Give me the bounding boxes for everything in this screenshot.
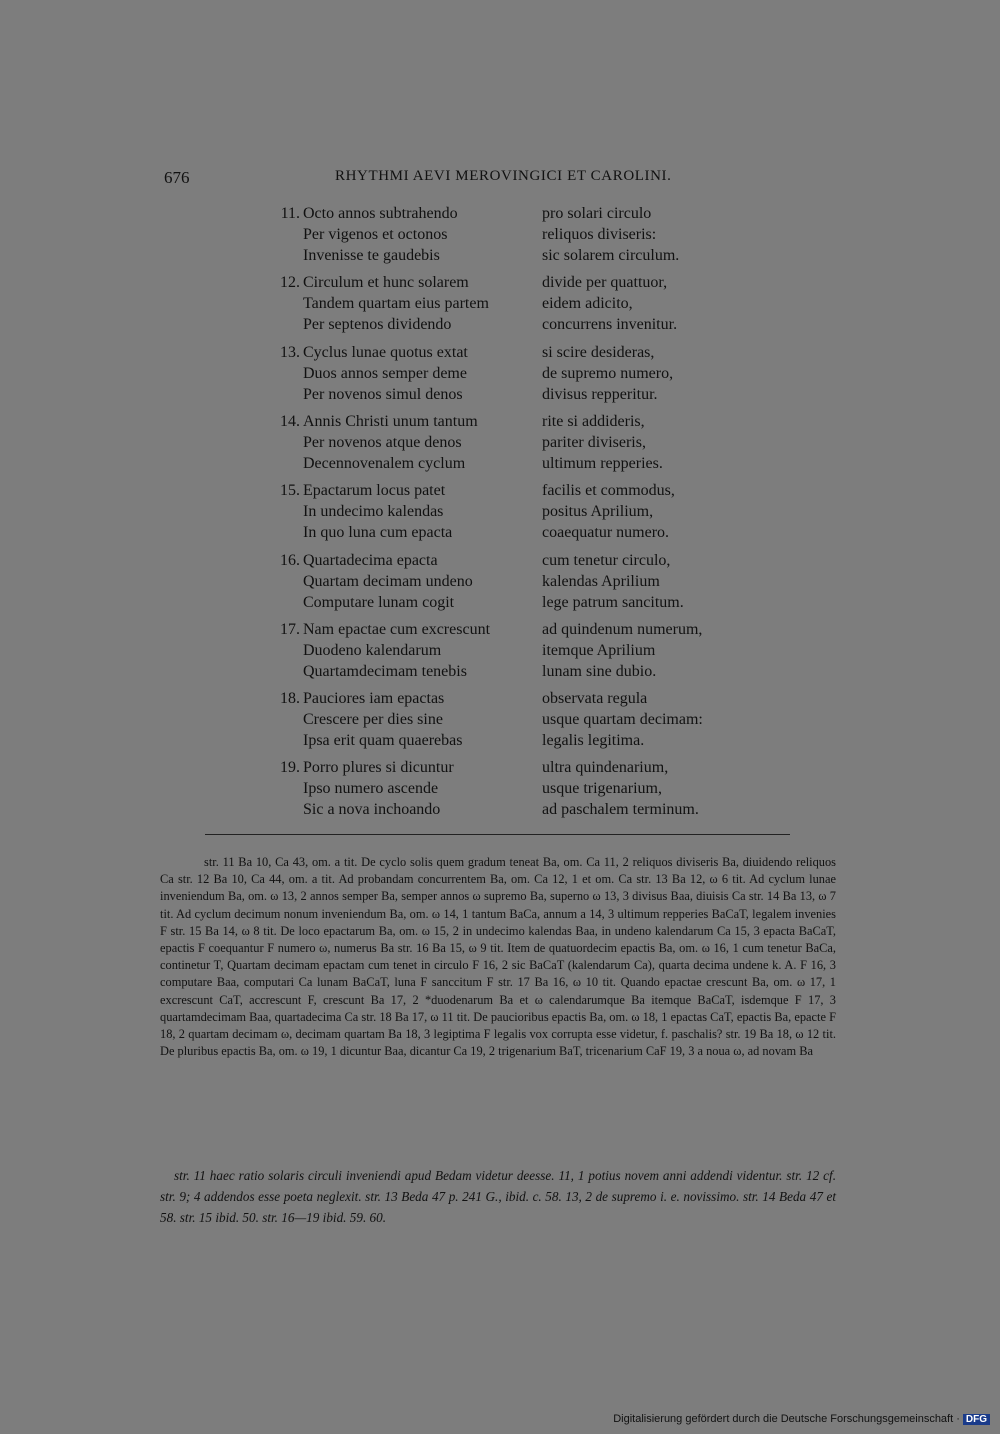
footnote-rule (205, 834, 790, 835)
verse-second-half: pro solari circulo (542, 205, 652, 222)
verse-second-half: divisus repperitur. (542, 386, 658, 403)
stanza (268, 619, 788, 682)
verse-line (268, 778, 788, 799)
stanza (268, 688, 788, 751)
verse-first-half: Pauciores iam epactas (303, 690, 445, 707)
verse-first-half: Cyclus lunae quotus extat (303, 344, 468, 361)
stanza-number: 18. (280, 690, 300, 707)
verse-second-half: sic solarem circulum. (542, 247, 680, 264)
stanza-number: 11. (280, 205, 300, 222)
verse-line (268, 432, 788, 453)
verse-first-half: Quartamdecimam tenebis (303, 663, 467, 680)
verse-first-half: In undecimo kalendas (303, 503, 444, 520)
verse-second-half: concurrens invenitur. (542, 316, 678, 333)
verse-first-half: Tandem quartam eius partem (303, 295, 489, 312)
verse-line (268, 384, 788, 405)
verse-line (268, 661, 788, 682)
verse-second-half: cum tenetur circulo, (542, 552, 671, 569)
verse-first-half: Annis Christi unum tantum (303, 413, 478, 430)
verse-line (268, 730, 788, 751)
stanza (268, 757, 788, 820)
verse-line (268, 363, 788, 384)
verse-line (268, 688, 788, 709)
commentary-notes: str. 11 haec ratio solaris circuli inveniendi apud Bedam videtur deesse. 11, 1 potius novem anni addendi videntur. str. 12 cf. str. 9; 4 addendos esse poeta neglexit. str. 13 Beda 47 p. 241 G., ibid. c. 58. 13, 2 de supremo i. e. novissimo. str. 14 Beda 47 et 58. str. 15 ibid. 50. str. 16—19 ibid. 59. 60. (160, 1168, 836, 1225)
verse-first-half: Epactarum locus patet (303, 482, 446, 499)
verse-second-half: de supremo numero, (542, 365, 674, 382)
stanza-number: 13. (280, 344, 300, 361)
verse-second-half: positus Aprilium, (542, 503, 654, 520)
verse-first-half: Duos annos semper deme (303, 365, 467, 382)
stanza-number: 16. (280, 552, 300, 569)
stanza (268, 411, 788, 474)
verse-first-half: Circulum et hunc solarem (303, 274, 469, 291)
verse-second-half: legalis legitima. (542, 732, 645, 749)
verse-first-half: Ipso numero ascende (303, 780, 439, 797)
stanza (268, 480, 788, 543)
stanza-number: 19. (280, 759, 300, 776)
stanza (268, 203, 788, 266)
verse-first-half: Decennovenalem cyclum (303, 455, 466, 472)
verse-second-half: facilis et commodus, (542, 482, 675, 499)
verse-line (268, 501, 788, 522)
stanza-number: 12. (280, 274, 300, 291)
verse-first-half: Ipsa erit quam quaerebas (303, 732, 463, 749)
stanza-number: 15. (280, 482, 300, 499)
verse-first-half: Quartam decimam undeno (303, 573, 473, 590)
verse-line (268, 619, 788, 640)
verse-line (268, 342, 788, 363)
credit-text: Digitalisierung gefördert durch die Deutsche Forschungsgemeinschaft · (613, 1413, 960, 1425)
verse-second-half: ultra quindenarium, (542, 759, 669, 776)
verse-first-half: In quo luna cum epacta (303, 524, 453, 541)
verse-first-half: Crescere per dies sine (303, 711, 443, 728)
verse-second-half: lunam sine dubio. (542, 663, 657, 680)
verse-line (268, 757, 788, 778)
verse-second-half: ad quindenum numerum, (542, 621, 703, 638)
verse-line (268, 411, 788, 432)
verse-second-half: itemque Aprilium (542, 642, 656, 659)
verse-second-half: divide per quattuor, (542, 274, 668, 291)
verse-line (268, 480, 788, 501)
verse-first-half: Octo annos subtrahendo (303, 205, 458, 222)
verse-line (268, 203, 788, 224)
verse-second-half: si scire desideras, (542, 344, 655, 361)
verse-line (268, 293, 788, 314)
page-number: 676 (164, 168, 190, 187)
verse-line (268, 522, 788, 543)
verse-line (268, 245, 788, 266)
verse-first-half: Per vigenos et octonos (303, 226, 448, 243)
dfg-logo: DFG (963, 1414, 990, 1425)
verse-first-half: Per novenos atque denos (303, 434, 462, 451)
verse-first-half: Invenisse te gaudebis (303, 247, 440, 264)
verse-first-half: Per novenos simul denos (303, 386, 463, 403)
stanza (268, 550, 788, 613)
digitization-credit (613, 1413, 990, 1425)
verse-line (268, 799, 788, 820)
verse-second-half: kalendas Aprilium (542, 573, 660, 590)
verse-line (268, 224, 788, 245)
verse-second-half: pariter diviseris, (542, 434, 646, 451)
verse-line (268, 314, 788, 335)
critical-apparatus: str. 11 Ba 10, Ca 43, om. a tit. De cyclo solis quem gradum teneat Ba, om. Ca 11, 2 reliquos diviseris Ba, diuidendo reliquos Ca str. 12 Ba 10, Ca 44, om. a tit. Ad probandam concurrentem Ba, om. Ca 12, 1 et om. Ca str. 13 Ba 12, ω 6 tit. Ad cyclum lunae inveniendum Ba, om. ω 13, 2 annos semper Ba, semper annos ω supremo Ba, superno ω 13, 3 divisus Baa, diuisis Ca str. 14 Ba 13, ω 7 tit. Ad cyclum decimum nonum inveniendum Ba, om. ω 14, 1 tantum BaCa, annum a 14, 3 ultimum repperies BaCaT, legalem invenies F str. 15 Ba 14, ω 8 tit. De loco epactarum Ba, om. ω 15, 2 in undecimo kalendas Baa, in undeno kalendarum Ca 15, 3 epacta BaCaT, epactis F coequantur F numero ω, numerus Ba str. 16 Ba 15, ω 9 tit. Item de quatuordecim epactis Ba, om. ω 16, 1 cum tenetur BaCa, continetur T, Quartam decimam epactam cum tenet in circulo F 16, 2 sic BaCaT (kalendarum Ca), quarta decima undene k. A. F 16, 3 computare Baa, computari Ca lunam BaCaT, luna F sanccitum F str. 17 Ba 16, ω 10 tit. Quando epactae crescunt Ba, om. ω 17, 1 excrescunt CaT, accrescunt F, crescunt Ba 17, 2 *duodenarum Ba et ω calendarumque Ba itemque BaCaT, isdemque F 17, 3 quartamdecimam Baa, quartadecima Ca str. 18 Ba 17, ω 11 tit. De paucioribus epactis Ba, om. ω 18, 1 epactas CaT, epactis Ba, epacte F 18, 2 quartam decimam ω, decimam quartam Ba 18, 3 legiptima F legalis vox corrupta esse videtur, f. paschalis? str. 19 Ba 18, ω 12 tit. De pluribus epactis Ba, om. ω 19, 1 dicuntur Baa, dicantur Ca 19, 2 trigenarium BaT, tricenarium CaF 19, 3 a noua ω, ad novam Ba (160, 855, 836, 1059)
stanza (268, 342, 788, 405)
verse-line (268, 453, 788, 474)
verse-second-half: reliquos diviseris: (542, 226, 657, 243)
verse-first-half: Per septenos dividendo (303, 316, 452, 333)
verse-first-half: Quartadecima epacta (303, 552, 438, 569)
verse-first-half: Porro plures si dicuntur (303, 759, 454, 776)
verse-line (268, 640, 788, 661)
verse-second-half: ultimum repperies. (542, 455, 663, 472)
verse-second-half: observata regula (542, 690, 648, 707)
verse-line (268, 709, 788, 730)
verse-line (268, 592, 788, 613)
verse-line (268, 272, 788, 293)
verse-second-half: coaequatur numero. (542, 524, 670, 541)
verse-line (268, 550, 788, 571)
stanza-number: 17. (280, 621, 300, 638)
verse-first-half: Sic a nova inchoando (303, 801, 441, 818)
stanza-number: 14. (280, 413, 300, 430)
verse-first-half: Duodeno kalendarum (303, 642, 442, 659)
verse-first-half: Computare lunam cogit (303, 594, 455, 611)
verse-second-half: ad paschalem terminum. (542, 801, 699, 818)
stanza (268, 272, 788, 335)
verse-first-half: Nam epactae cum excrescunt (303, 621, 491, 638)
verse-second-half: lege patrum sancitum. (542, 594, 684, 611)
verse-second-half: usque trigenarium, (542, 780, 662, 797)
verse-second-half: rite si addideris, (542, 413, 645, 430)
verse-second-half: eidem adicito, (542, 295, 633, 312)
verse-line (268, 571, 788, 592)
running-title: RHYTHMI AEVI MEROVINGICI ET CAROLINI. (335, 168, 672, 184)
verse-second-half: usque quartam decimam: (542, 711, 703, 728)
